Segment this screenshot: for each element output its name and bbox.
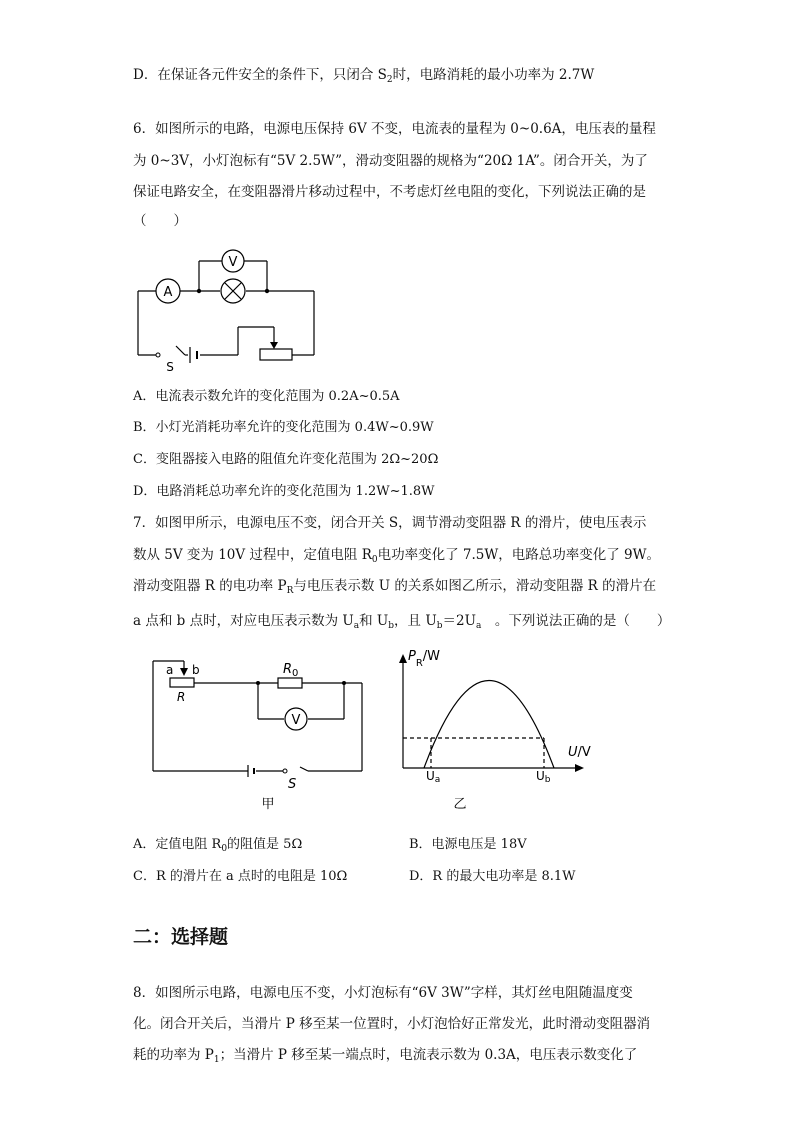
slider-end-a: a xyxy=(166,663,174,677)
q7-option-b: B．电源电压是 18V xyxy=(409,837,527,852)
q7-option-d: D．R 的最大电功率是 8.1W xyxy=(409,869,576,884)
resistor-r0-label: $R_0$ xyxy=(283,662,299,679)
q7-line-2: 数从 5V 变为 10V 过程中，定值电阻 $R_0$电功率变化了 7.5W，电路总功率变化了 9W。 xyxy=(133,547,661,565)
q8-line-3: 耗的功率为 $P_1$；当滑片 P 移至某一端点时，电流表示数为 0.3A，电压表示数变化了 xyxy=(133,1047,638,1065)
ammeter-label: A xyxy=(163,285,173,300)
q6-option-b: B．小灯光消耗功率允许的变化范围为 0.4W~0.9W xyxy=(133,420,434,435)
switch-label: S xyxy=(166,360,174,374)
q7-line-1: 7．如图甲所示，电源电压不变，闭合开关 S，调节滑动变阻器 R 的滑片，使电压表示 xyxy=(133,515,647,531)
ub-tick-label: Ub xyxy=(536,769,551,785)
y-axis-label: $P_R/W$ xyxy=(408,649,441,669)
q7-option-a: A．定值电阻 $R_0$的阻值是 5Ω xyxy=(133,837,303,854)
q7-option-c: C．R 的滑片在 a 点时的电阻是 10Ω xyxy=(133,869,348,884)
q6-circuit-diagram xyxy=(130,245,330,375)
figure-b-caption: 乙 xyxy=(453,797,467,812)
section-title: 二：选择题 xyxy=(133,926,229,948)
q6-line-1: 6．如图所示的电路，电源电压保持 6V 不变，电流表的量程为 0~0.6A，电压表的量程 xyxy=(133,121,656,137)
q7-power-graph xyxy=(390,648,590,813)
q7-circuit-diagram xyxy=(148,655,378,815)
x-axis-label: U/V xyxy=(568,745,591,760)
q6-line-3: 保证电路安全，在变阻器滑片移动过程中，不考虑灯丝电阻的变化，下列说法正确的是 xyxy=(133,184,646,200)
q8-line-2: 化。闭合开关后，当滑片 P 移至某一位置时，小灯泡恰好正常发光，此时滑动变阻器消 xyxy=(133,1016,651,1032)
power-curve xyxy=(424,681,554,769)
switch-label: S xyxy=(288,777,297,792)
q6-option-c: C．变阻器接入电路的阻值允许变化范围为 2Ω~20Ω xyxy=(133,452,439,467)
q7-line-3: 滑动变阻器 R 的电功率 $P_R$与电压表示数 U 的关系如图乙所示，滑动变阻器 R 的滑片在 xyxy=(133,578,657,596)
rheostat-label: R xyxy=(177,690,186,704)
voltmeter-label: V xyxy=(291,713,301,728)
q8-line-1: 8．如图所示电路，电源电压不变，小灯泡标有“6V 3W”字样，其灯丝电阻随温度变 xyxy=(133,985,633,1001)
q6-option-d: D．电路消耗总功率允许的变化范围为 1.2W~1.8W xyxy=(133,484,435,499)
slider-end-b: b xyxy=(192,663,200,677)
q6-option-a: A．电流表示数允许的变化范围为 0.2A~0.5A xyxy=(133,389,400,404)
voltmeter-label: V xyxy=(228,255,238,270)
option-d-previous: D．在保证各元件安全的条件下，只闭合 $S_2$时，电路消耗的最小功率为 2.7W xyxy=(133,67,595,85)
q7-line-4: a 点和 b 点时，对应电压表示数为 $U_a$和 $U_b$，且 $U_b=2U_a$ 。下列说法正确的是（ ） xyxy=(133,613,671,631)
ua-tick-label: Ua xyxy=(426,769,441,785)
q6-line-4: （ ） xyxy=(133,213,187,229)
q6-line-2: 为 0~3V，小灯泡标有“5V 2.5W”，滑动变阻器的规格为“20Ω 1A”。闭合开关，为了 xyxy=(133,153,648,169)
figure-a-caption: 甲 xyxy=(261,797,275,812)
